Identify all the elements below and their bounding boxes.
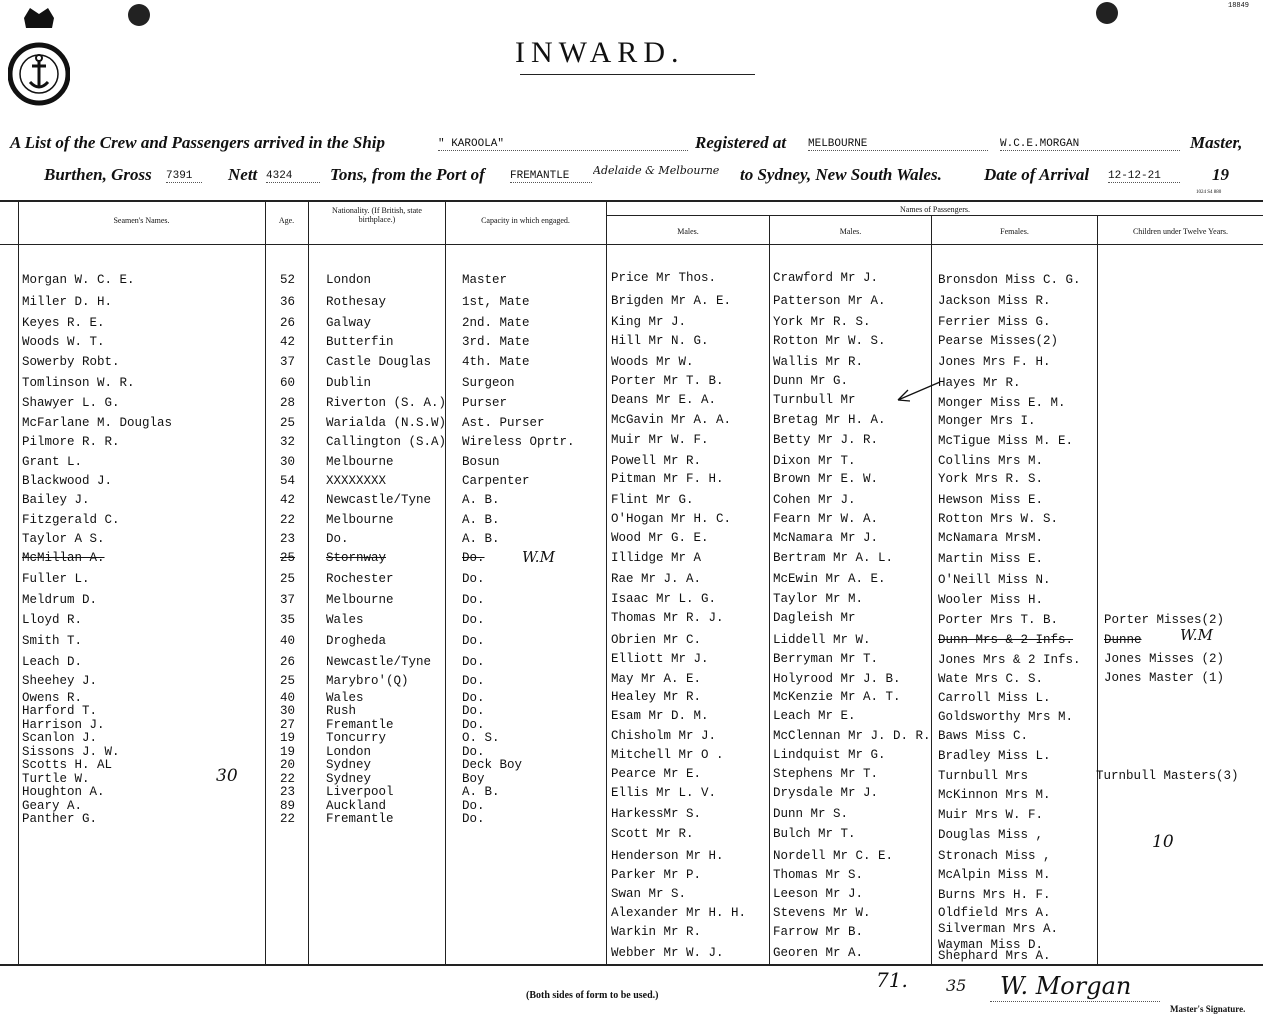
crew-name: Tomlinson W. R.	[22, 376, 135, 390]
crew-name: Turtle W.	[22, 772, 90, 786]
passenger-male: Leach Mr E.	[773, 709, 856, 723]
passenger-male: Cohen Mr J.	[773, 493, 856, 507]
ship-name: " KAROOLA"	[438, 138, 688, 151]
passenger-female: Shephard Mrs A.	[938, 949, 1051, 963]
crew-name: Geary A.	[22, 799, 83, 813]
punch-hole-left	[128, 4, 150, 26]
form-reference: 1024 S4 880	[1196, 190, 1222, 195]
passenger-male: Alexander Mr H. H.	[611, 906, 747, 920]
crew-nationality: Melbourne	[326, 455, 394, 469]
passenger-male: Wallis Mr R.	[773, 355, 864, 369]
col-males-2: Males.	[839, 227, 862, 236]
passenger-male: Ellis Mr L. V.	[611, 786, 717, 800]
passenger-male: Betty Mr J. R.	[773, 433, 879, 447]
passenger-female: Hewson Miss E.	[938, 493, 1044, 507]
passenger-female: Baws Miss C.	[938, 729, 1029, 743]
crew-name: Bailey J.	[22, 493, 90, 507]
crew-age: 20	[280, 758, 296, 772]
crew-age: 23	[280, 532, 296, 546]
passenger-male: Stevens Mr W.	[773, 906, 871, 920]
children-count-annotation: 10	[1152, 832, 1174, 852]
crew-nationality: Rochester	[326, 572, 394, 586]
passenger-male: Hill Mr N. G.	[611, 334, 709, 348]
crew-capacity: A. B.	[462, 785, 500, 799]
passenger-female: Jones Mrs & 2 Infs.	[938, 653, 1081, 667]
passenger-male: O'Hogan Mr H. C.	[611, 512, 732, 526]
crew-name: Owens R.	[22, 691, 83, 705]
crew-nationality: Stornway	[326, 551, 387, 565]
crew-name: Scotts H. AL	[22, 758, 113, 772]
passenger-male: Farrow Mr B.	[773, 925, 864, 939]
passenger-male: Nordell Mr C. E.	[773, 849, 894, 863]
crew-age: 23	[280, 785, 296, 799]
crew-name: Lloyd R.	[22, 613, 83, 627]
crew-age: 89	[280, 799, 296, 813]
passenger-male: Swan Mr S.	[611, 887, 687, 901]
crew-nationality: Drogheda	[326, 634, 387, 648]
passenger-male: Stephens Mr T.	[773, 767, 879, 781]
passenger-male: York Mr R. S.	[773, 315, 871, 329]
crew-nationality: Fremantle	[326, 812, 394, 826]
passenger-male: Bretag Mr H. A.	[773, 413, 886, 427]
crew-age: 25	[280, 674, 296, 688]
crew-age: 42	[280, 335, 296, 349]
crew-capacity: Do.	[462, 655, 485, 669]
crew-name: Scanlon J.	[22, 731, 98, 745]
passenger-male: Webber Mr W. J.	[611, 946, 724, 960]
crew-capacity: A. B.	[462, 513, 500, 527]
passenger-female: McTigue Miss M. E.	[938, 434, 1074, 448]
destination-label: to Sydney, New South Wales.	[740, 165, 942, 184]
passenger-male: Thomas Mr R. J.	[611, 611, 724, 625]
crew-age: 19	[280, 745, 296, 759]
passenger-male: Taylor Mr M.	[773, 592, 864, 606]
col-children: Children under Twelve Years.	[1132, 227, 1229, 236]
passenger-male: Bertram Mr A. L.	[773, 551, 894, 565]
crew-nationality: Do.	[326, 532, 349, 546]
crew-age: 40	[280, 634, 296, 648]
crew-age: 54	[280, 474, 296, 488]
crew-capacity: Do.	[462, 691, 485, 705]
crew-name: Blackwood J.	[22, 474, 113, 488]
arrival-year: 19	[1212, 165, 1229, 184]
crew-capacity: Do.	[462, 799, 485, 813]
arrow-annotation	[894, 380, 944, 404]
gross-tonnage: 7391	[166, 170, 202, 183]
crew-nationality: Castle Douglas	[326, 355, 432, 369]
punch-hole-right	[1096, 2, 1118, 24]
crew-name: Sissons J. W.	[22, 745, 120, 759]
passenger-male: Henderson Mr H.	[611, 849, 724, 863]
passenger-male: McKenzie Mr A. T.	[773, 690, 901, 704]
passenger-male: Healey Mr R.	[611, 690, 702, 704]
passenger-male: Holyrood Mr J. B.	[773, 672, 901, 686]
crew-name: Taylor A S.	[22, 532, 105, 546]
crew-nationality: Rothesay	[326, 295, 387, 309]
col-capacity: Capacity in which engaged.	[481, 216, 570, 225]
crew-capacity: Do.	[462, 812, 485, 826]
crew-capacity: Do.	[462, 674, 485, 688]
males-count-annotation: 71.	[876, 968, 908, 992]
nett-tonnage: 4324	[266, 170, 320, 183]
col-females: Females.	[1000, 227, 1029, 236]
crew-capacity: Carpenter	[462, 474, 530, 488]
passenger-female: McNamara MrsM.	[938, 531, 1044, 545]
crew-name: Fuller L.	[22, 572, 90, 586]
arrival-date: 12-12-21	[1108, 170, 1180, 183]
children-entry: Porter Misses(2)	[1104, 613, 1225, 627]
crew-nationality: Riverton (S. A.)	[326, 396, 447, 410]
crew-nationality: Liverpool	[326, 785, 394, 799]
crew-name: Smith T.	[22, 634, 83, 648]
burthen-label: Burthen, Gross	[44, 165, 152, 184]
departure-port: FREMANTLE	[510, 170, 592, 183]
crew-capacity: A. B.	[462, 493, 500, 507]
crew-name: Leach D.	[22, 655, 83, 669]
crew-capacity: 4th. Mate	[462, 355, 530, 369]
crew-age: 32	[280, 435, 296, 449]
passenger-female: Martin Miss E.	[938, 552, 1044, 566]
crew-name: Morgan W. C. E.	[22, 273, 135, 287]
passenger-male: Muir Mr W. F.	[611, 433, 709, 447]
crew-age: 42	[280, 493, 296, 507]
passenger-female: Carroll Miss L.	[938, 691, 1051, 705]
passenger-female: Muir Mrs W. F.	[938, 808, 1044, 822]
crew-name: McFarlane M. Douglas	[22, 416, 173, 430]
passenger-male: Pitman Mr F. H.	[611, 472, 724, 486]
passenger-male: Fearn Mr W. A.	[773, 512, 879, 526]
crew-name: Houghton A.	[22, 785, 105, 799]
passenger-female: Rotton Mrs W. S.	[938, 512, 1059, 526]
crew-capacity: Bosun	[462, 455, 500, 469]
crew-capacity: Do.	[462, 704, 485, 718]
children-entry: Jones Misses (2)	[1104, 652, 1225, 666]
crew-age: 27	[280, 718, 296, 732]
passenger-male: HarkessMr S.	[611, 807, 702, 821]
passenger-female: Bradley Miss L.	[938, 749, 1051, 763]
passenger-male: Scott Mr R.	[611, 827, 694, 841]
crew-capacity: 1st, Mate	[462, 295, 530, 309]
col-nationality: Nationality. (If British, state birthplace.)	[332, 206, 422, 224]
passenger-female: Burns Mrs H. F.	[938, 888, 1051, 902]
children-entry: Turnbull Masters(3)	[1096, 769, 1239, 783]
crew-nationality: Marybro'(Q)	[326, 674, 409, 688]
crew-capacity: Purser	[462, 396, 508, 410]
passenger-male: Powell Mr R.	[611, 454, 702, 468]
crew-name: Grant L.	[22, 455, 83, 469]
passenger-male: Liddell Mr W.	[773, 633, 871, 647]
crew-capacity: Surgeon	[462, 376, 515, 390]
crew-name: Keyes R. E.	[22, 316, 105, 330]
passenger-female: Bronsdon Miss C. G.	[938, 273, 1081, 287]
passenger-male: Obrien Mr C.	[611, 633, 702, 647]
col-passengers: Names of Passengers.	[900, 205, 970, 214]
crew-capacity: Boy	[462, 772, 485, 786]
crew-name: Meldrum D.	[22, 593, 98, 607]
crew-nationality: Newcastle/Tyne	[326, 493, 432, 507]
passenger-male: Isaac Mr L. G.	[611, 592, 717, 606]
registered-port: MELBOURNE	[808, 138, 988, 151]
crew-nationality: Galway	[326, 316, 372, 330]
passenger-female: Goldsworthy Mrs M.	[938, 710, 1074, 724]
passenger-male: Rae Mr J. A.	[611, 572, 702, 586]
crew-capacity: O. S.	[462, 731, 500, 745]
crew-age: 52	[280, 273, 296, 287]
crew-age: 26	[280, 316, 296, 330]
registered-label: Registered at	[695, 133, 787, 152]
crew-nationality: Fremantle	[326, 718, 394, 732]
crew-nationality: Callington (S.A)	[326, 435, 447, 449]
crew-age: 22	[280, 772, 296, 786]
passenger-male: Georen Mr A.	[773, 946, 864, 960]
passenger-male: Crawford Mr J.	[773, 271, 879, 285]
passenger-male: Brigden Mr A. E.	[611, 294, 732, 308]
nett-label: Nett	[228, 165, 258, 184]
passenger-male: Mitchell Mr O .	[611, 748, 724, 762]
crew-age: 36	[280, 295, 296, 309]
crew-capacity: Ast. Purser	[462, 416, 545, 430]
passenger-male: Dunn Mr S.	[773, 807, 849, 821]
passenger-female: Hayes Mr R.	[938, 376, 1021, 390]
crew-capacity: Do.	[462, 718, 485, 732]
crew-capacity: Do.	[462, 572, 485, 586]
passenger-male: Price Mr Thos.	[611, 271, 717, 285]
master-name: W.C.E.MORGAN	[1000, 138, 1180, 151]
passenger-male: Flint Mr G.	[611, 493, 694, 507]
col-age: Age.	[278, 216, 295, 225]
passenger-male: Dunn Mr G.	[773, 374, 849, 388]
passenger-male: Esam Mr D. M.	[611, 709, 709, 723]
passenger-male: Woods Mr W.	[611, 355, 694, 369]
crew-nationality: Sydney	[326, 758, 372, 772]
crew-name: Pilmore R. R.	[22, 435, 120, 449]
crew-name: Panther G.	[22, 812, 98, 826]
crew-age: 28	[280, 396, 296, 410]
crew-age: 37	[280, 355, 296, 369]
master-label: Master,	[1190, 133, 1243, 152]
crew-nationality: Rush	[326, 704, 357, 718]
crew-age: 37	[280, 593, 296, 607]
crew-capacity: 3rd. Mate	[462, 335, 530, 349]
passenger-male: Rotton Mr W. S.	[773, 334, 886, 348]
passenger-female: Wayman Miss D.	[938, 938, 1044, 952]
crew-age: 22	[280, 513, 296, 527]
crew-capacity: Deck Boy	[462, 758, 523, 772]
passenger-male: Bulch Mr T.	[773, 827, 856, 841]
crew-capacity: Do.	[462, 593, 485, 607]
crew-nationality: XXXXXXXX	[326, 474, 387, 488]
crew-capacity: A. B.	[462, 532, 500, 546]
crew-nationality: London	[326, 273, 372, 287]
crew-name: McMillan A.	[22, 551, 105, 565]
crew-nationality: Melbourne	[326, 513, 394, 527]
passenger-female: Pearse Misses(2)	[938, 334, 1059, 348]
passenger-female: Douglas Miss ,	[938, 828, 1044, 842]
passenger-male: McClennan Mr J. D. R.	[773, 729, 931, 743]
passenger-female: O'Neill Miss N.	[938, 573, 1051, 587]
crew-age: 19	[280, 731, 296, 745]
passenger-male: Leeson Mr J.	[773, 887, 864, 901]
crew-age: 30	[280, 455, 296, 469]
crew-capacity: Do.	[462, 745, 485, 759]
passenger-male: McNamara Mr J.	[773, 531, 879, 545]
passenger-female: York Mrs R. S.	[938, 472, 1044, 486]
passenger-male: Elliott Mr J.	[611, 652, 709, 666]
crew-nationality: Warialda (N.S.W)	[326, 416, 447, 430]
crew-capacity: Do.	[462, 634, 485, 648]
crew-capacity: Do.	[462, 613, 485, 627]
passenger-male: Parker Mr P.	[611, 868, 702, 882]
crew-nationality: Newcastle/Tyne	[326, 655, 432, 669]
crew-nationality: Toncurry	[326, 731, 387, 745]
departure-port-handwritten: Adelaide & Melbourne	[593, 164, 720, 177]
crew-age: 25	[280, 416, 296, 430]
master-signature: W. Morgan	[1000, 972, 1132, 1000]
crew-age: 25	[280, 572, 296, 586]
crew-capacity: Do.	[462, 551, 485, 565]
passenger-female: Porter Mrs T. B.	[938, 613, 1059, 627]
passenger-female: Monger Mrs I.	[938, 414, 1036, 428]
passenger-male: Lindquist Mr G.	[773, 748, 886, 762]
passenger-female: Wooler Miss H.	[938, 593, 1044, 607]
passenger-male: McGavin Mr A. A.	[611, 413, 732, 427]
crew-nationality: London	[326, 745, 372, 759]
passenger-female: Monger Miss E. M.	[938, 396, 1066, 410]
passenger-male: Pearce Mr E.	[611, 767, 702, 781]
crew-name: Fitzgerald C.	[22, 513, 120, 527]
crew-age: 35	[280, 613, 296, 627]
passenger-male: Dagleish Mr	[773, 611, 856, 625]
children-entry: Jones Master (1)	[1104, 671, 1225, 685]
crew-age: 26	[280, 655, 296, 669]
passenger-male: Illidge Mr A	[611, 551, 702, 565]
tons-label: Tons, from the Port of	[330, 165, 485, 184]
passenger-female: McAlpin Miss M.	[938, 868, 1051, 882]
passenger-male: May Mr A. E.	[611, 672, 702, 686]
crew-nationality: Sydney	[326, 772, 372, 786]
crew-age: 60	[280, 376, 296, 390]
arrival-label: Date of Arrival	[984, 165, 1090, 184]
page-title: INWARD.	[515, 36, 685, 69]
passenger-male: Warkin Mr R.	[611, 925, 702, 939]
crew-age: 25	[280, 551, 296, 565]
passenger-female: Ferrier Miss G.	[938, 315, 1051, 329]
females-count-annotation: 35	[946, 976, 967, 995]
col-males-1: Males.	[677, 227, 699, 236]
crew-name: Miller D. H.	[22, 295, 113, 309]
passenger-male: Wood Mr G. E.	[611, 531, 709, 545]
passenger-male: Chisholm Mr J.	[611, 729, 717, 743]
passenger-female: McKinnon Mrs M.	[938, 788, 1051, 802]
crew-capacity: Wireless Oprtr.	[462, 435, 575, 449]
footer-note: (Both sides of form to be used.)	[526, 990, 659, 1001]
passenger-female: Turnbull Mrs	[938, 769, 1029, 783]
passenger-male: Dixon Mr T.	[773, 454, 856, 468]
crew-nationality: Dublin	[326, 376, 372, 390]
passenger-female: Collins Mrs M.	[938, 454, 1044, 468]
crew-age: 22	[280, 812, 296, 826]
passenger-male: McEwin Mr A. E.	[773, 572, 886, 586]
crew-capacity: Master	[462, 273, 508, 287]
passenger-male: King Mr J.	[611, 315, 687, 329]
crew-nationality: Melbourne	[326, 593, 394, 607]
crew-nationality: Wales	[326, 691, 364, 705]
passenger-female: Silverman Mrs A.	[938, 922, 1059, 936]
crew-age: 30	[280, 704, 296, 718]
passenger-male: Berryman Mr T.	[773, 652, 879, 666]
initials-annotation: W.M	[1180, 626, 1213, 644]
crew-name: Shawyer L. G.	[22, 396, 120, 410]
document-number: 18849	[1228, 2, 1250, 10]
passenger-male: Deans Mr E. A.	[611, 393, 717, 407]
passenger-male: Patterson Mr A.	[773, 294, 886, 308]
passenger-female: Jackson Miss R.	[938, 294, 1051, 308]
passenger-male: Porter Mr T. B.	[611, 374, 724, 388]
passenger-female: Dunn Mrs & 2 Infs.	[938, 633, 1074, 647]
crew-age: 40	[280, 691, 296, 705]
list-heading-prefix: A List of the Crew and Passengers arrived in the Ship	[10, 133, 385, 152]
passenger-female: Wate Mrs C. S.	[938, 672, 1044, 686]
shipping-master-seal	[8, 4, 70, 116]
crew-name: Woods W. T.	[22, 335, 105, 349]
crew-name: Sowerby Robt.	[22, 355, 120, 369]
crew-count-annotation: 30	[216, 766, 238, 786]
crew-nationality: Auckland	[326, 799, 387, 813]
col-seamen-names: Seamen's Names.	[113, 216, 170, 225]
initials-annotation: W.M	[522, 548, 555, 566]
passenger-female: Jones Mrs F. H.	[938, 355, 1051, 369]
passenger-male: Turnbull Mr	[773, 393, 856, 407]
passenger-male: Brown Mr E. W.	[773, 472, 879, 486]
crew-name: Harford T.	[22, 704, 98, 718]
passenger-male: Drysdale Mr J.	[773, 786, 879, 800]
passenger-female: Oldfield Mrs A.	[938, 906, 1051, 920]
crew-capacity: 2nd. Mate	[462, 316, 530, 330]
passenger-male: Thomas Mr S.	[773, 868, 864, 882]
crew-name: Harrison J.	[22, 718, 105, 732]
children-entry: Dunne	[1104, 633, 1142, 647]
crew-nationality: Butterfin	[326, 335, 394, 349]
crew-nationality: Wales	[326, 613, 364, 627]
passenger-female: Stronach Miss ,	[938, 849, 1051, 863]
crew-name: Sheehey J.	[22, 674, 98, 688]
master-signature-label: Master's Signature.	[1170, 1004, 1246, 1014]
